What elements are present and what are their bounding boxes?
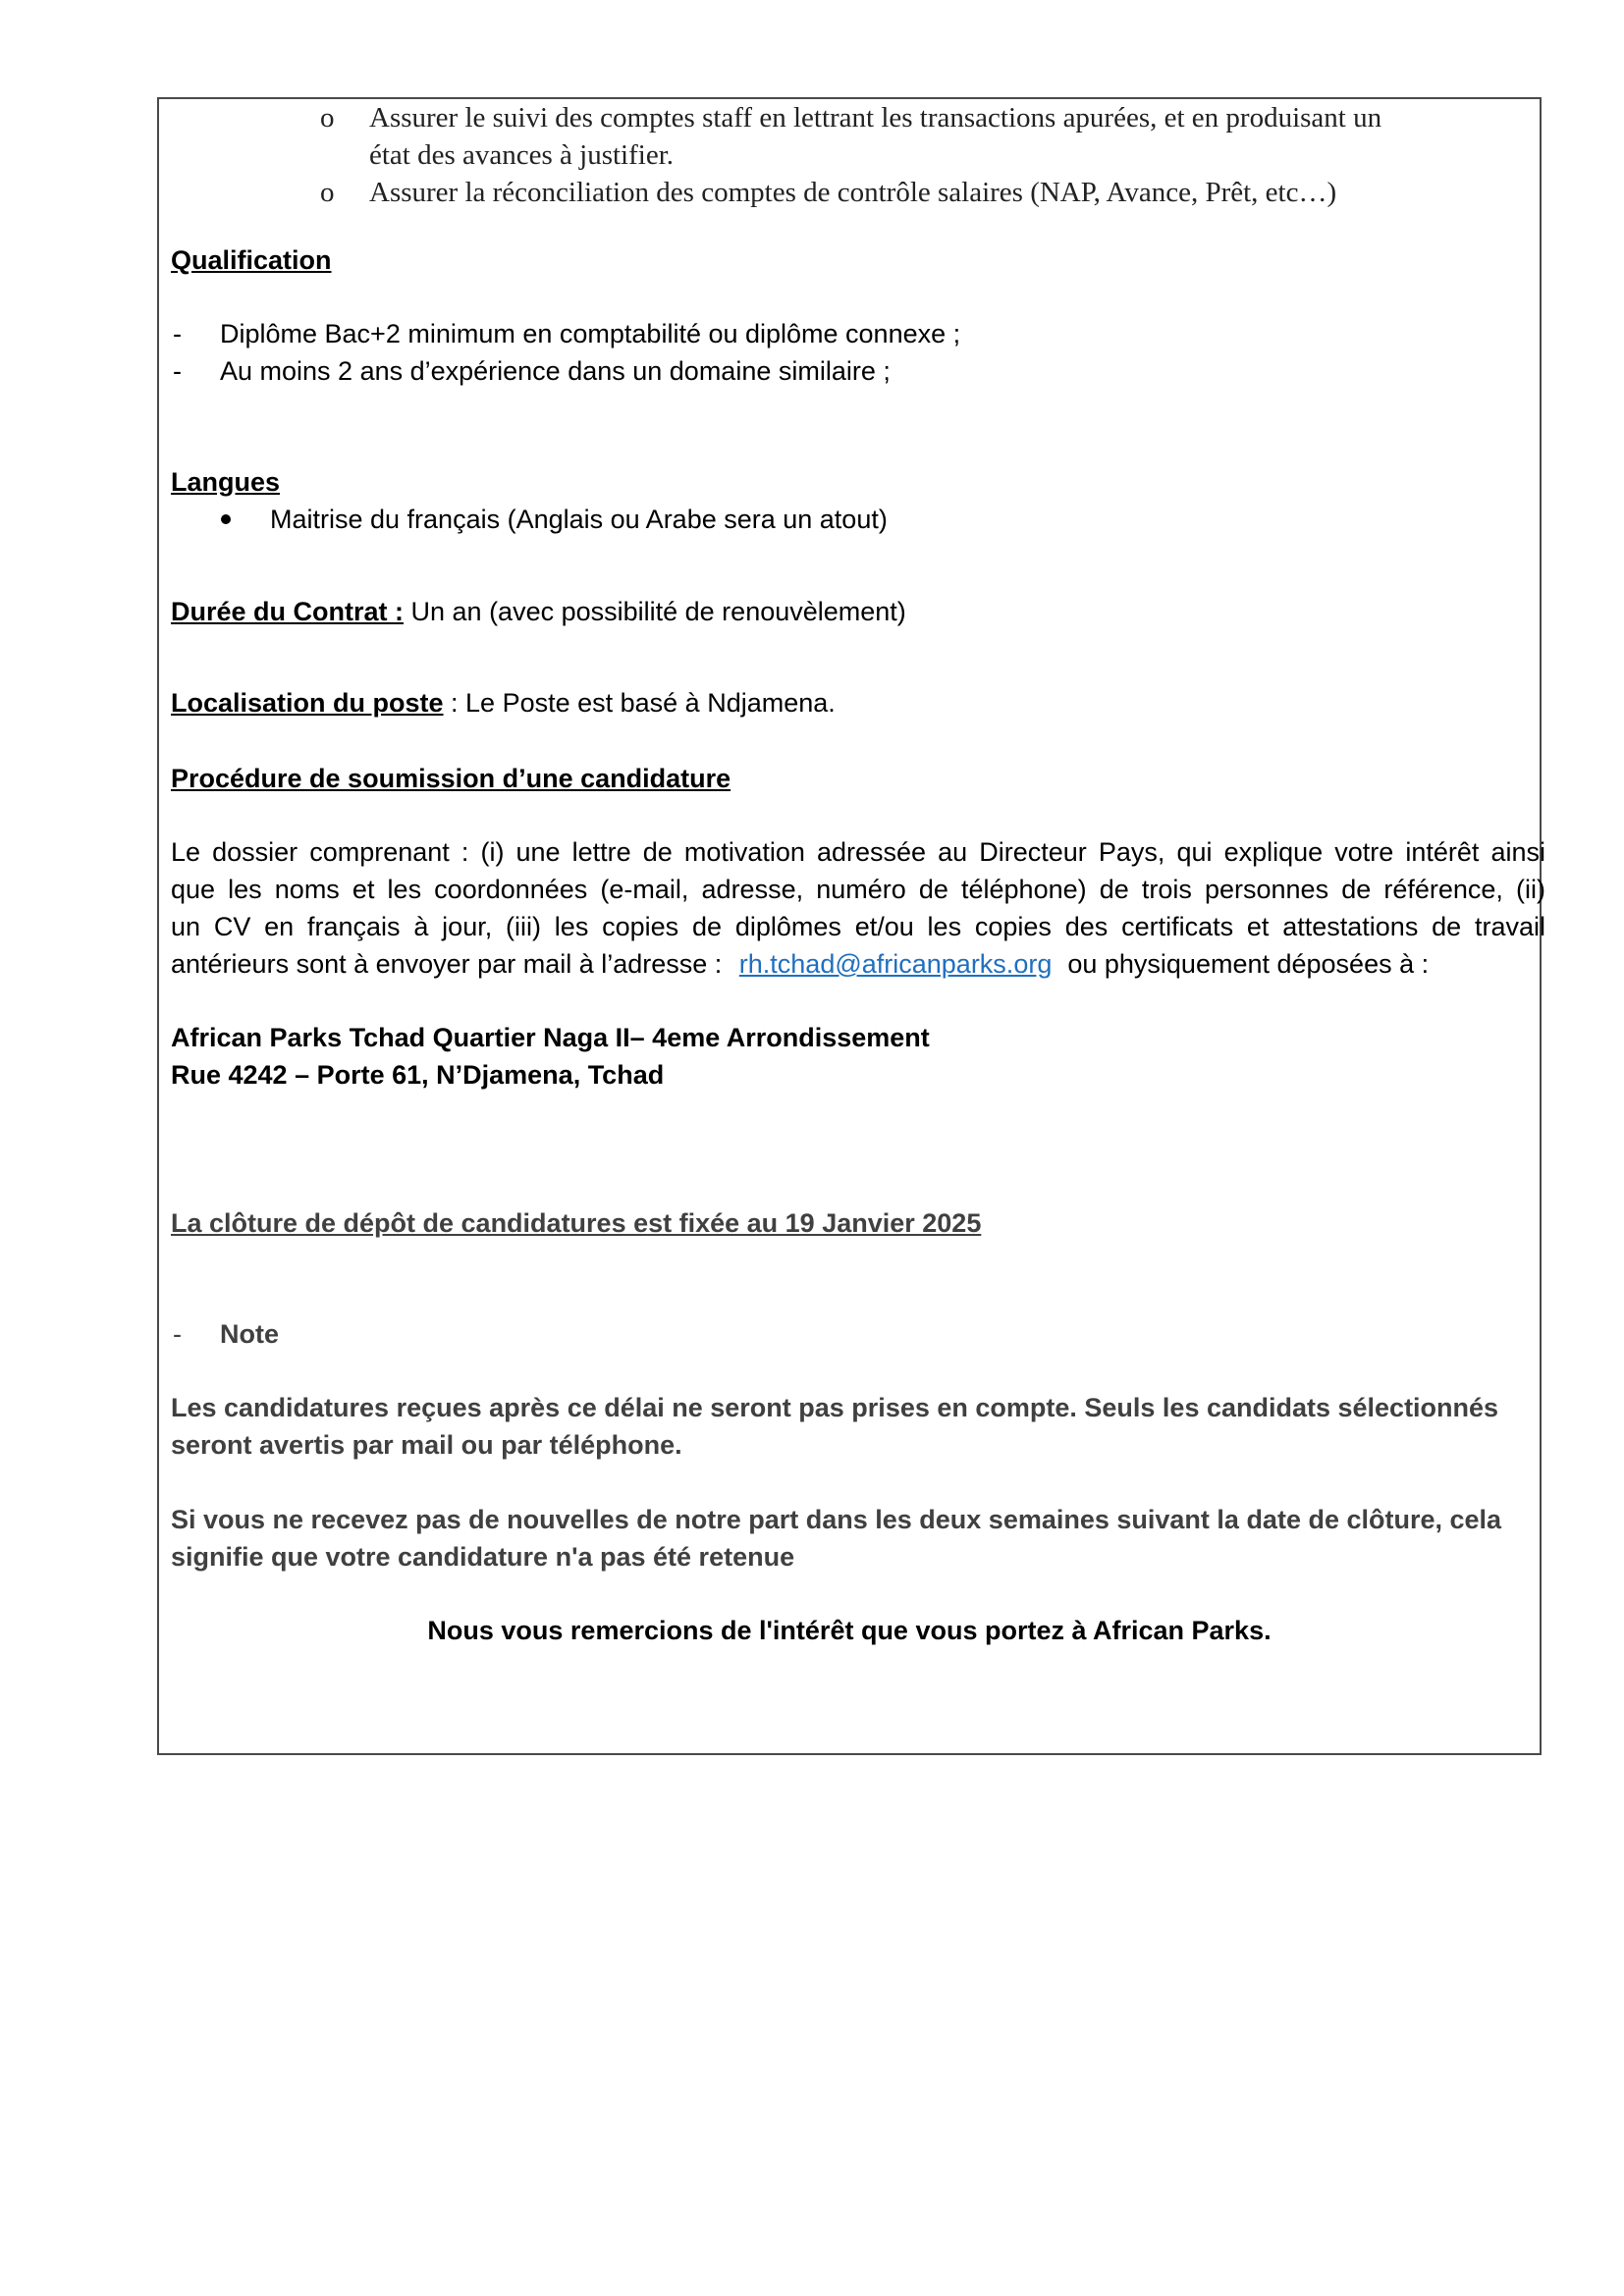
list-marker: -: [173, 1319, 182, 1349]
duree-line: [171, 593, 906, 630]
langues-item: Maitrise du français (Anglais ou Arabe sera un atout): [270, 505, 888, 534]
task-text: état des avances à justifier.: [369, 139, 675, 171]
qualification-item: Au moins 2 ans d’expérience dans un domaine similaire ;: [220, 356, 891, 386]
task-text: Assurer le suivi des comptes staff en lettrant les transactions apurées, et en produisant un: [369, 102, 1382, 133]
procedure-text-last: [171, 945, 1429, 983]
procedure-text: antérieurs sont à envoyer par mail à l’adresse :: [171, 949, 730, 979]
localisation-line: [171, 684, 836, 721]
note-text: Si vous ne recevez pas de nouvelles de notre part dans les deux semaines suivant la date de clôture, cela: [171, 1505, 1502, 1534]
qualification-heading: Qualification: [171, 245, 332, 275]
address-line: Rue 4242 – Porte 61, N’Djamena, Tchad: [171, 1060, 665, 1090]
procedure-heading: Procédure de soumission d’une candidature: [171, 764, 731, 793]
task-text: Assurer la réconciliation des comptes de contrôle salaires (NAP, Avance, Prêt, etc…): [369, 177, 1337, 208]
localisation-value: : Le Poste est basé à Ndjamena.: [443, 688, 836, 718]
thanks-text: Nous vous remercions de l'intérêt que vous portez à African Parks.: [427, 1616, 1272, 1645]
deadline-text: La clôture de dépôt de candidatures est fixée au 19 Janvier 2025: [171, 1208, 982, 1238]
duree-value: Un an (avec possibilité de renouvèlement): [404, 597, 906, 626]
duree-label: Durée du Contrat :: [171, 597, 405, 626]
bullet-icon: [221, 514, 231, 524]
note-text: Les candidatures reçues après ce délai ne seront pas prises en compte. Seuls les candidats sélectionnés: [171, 1393, 1499, 1422]
note-heading: Note: [220, 1319, 279, 1349]
langues-heading: Langues: [171, 467, 281, 497]
list-marker: -: [173, 356, 182, 386]
note-text: signifie que votre candidature n'a pas été retenue: [171, 1542, 795, 1572]
procedure-text: ou physiquement déposées à :: [1067, 949, 1430, 979]
qualification-item: Diplôme Bac+2 minimum en comptabilité ou diplôme connexe ;: [220, 319, 961, 348]
address-line: African Parks Tchad Quartier Naga II– 4eme Arrondissement: [171, 1023, 930, 1052]
list-marker: -: [173, 319, 182, 348]
procedure-text: un CV en français à jour, (iii) les copies de diplômes et/ou les copies des certificats et attestations de travail: [171, 912, 1545, 941]
list-marker: o: [320, 177, 335, 208]
email-link[interactable]: rh.tchad@africanparks.org: [738, 949, 1053, 979]
procedure-text: Le dossier comprenant : (i) une lettre de motivation adressée au Directeur Pays, qui explique votre intérêt ainsi: [171, 837, 1545, 867]
localisation-label: Localisation du poste: [171, 688, 444, 718]
note-text: seront avertis par mail ou par téléphone.: [171, 1430, 682, 1460]
list-marker: o: [320, 102, 335, 133]
procedure-text: que les noms et les coordonnées (e-mail, adresse, numéro de téléphone) de trois personnes de référence, (ii): [171, 875, 1545, 904]
